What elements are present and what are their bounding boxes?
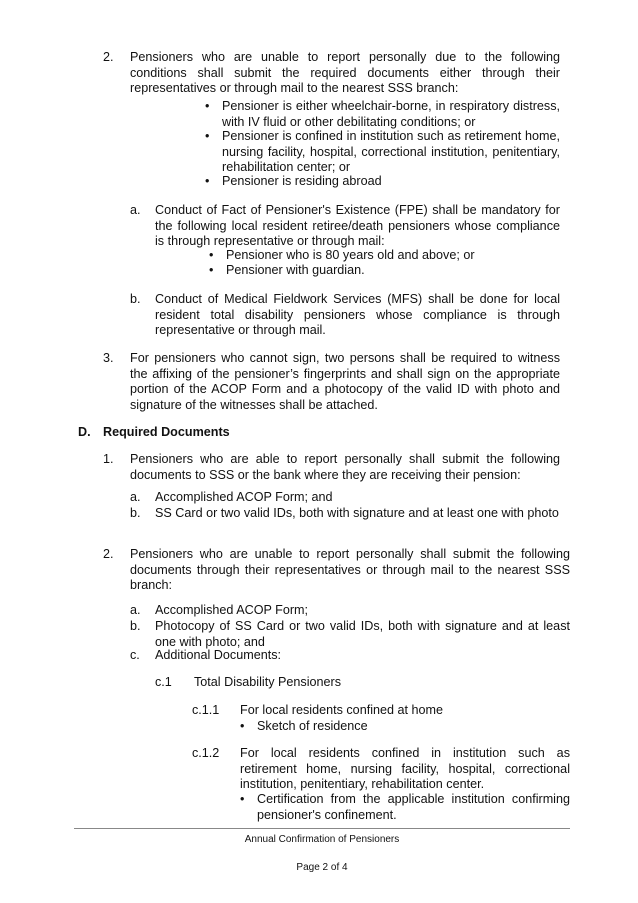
item-number: 2. (103, 547, 114, 561)
footer-divider (74, 828, 570, 829)
bullet-item: • Certification from the applicable institution confirming pensioner's confinement. (257, 792, 570, 823)
sub-text: SS Card or two valid IDs, both with signature and at least one with photo (155, 506, 559, 520)
sub-text: Additional Documents: (155, 648, 282, 662)
sub-label: c. (130, 648, 140, 662)
sub-label: b. (130, 292, 141, 306)
sub-text: Total Disability Pensioners (194, 675, 341, 689)
item-text: For pensioners who cannot sign, two persons shall be required to witness the affixing of the pensioner’s fingerprints and shall sign on the appropriate portion of the ACOP Form and a photocopy of the valid ID with photo and signature of the witnesses shall be attached. (130, 351, 560, 412)
item-text: Pensioners who are able to report personally shall submit the following documents to SSS or the bank where they are receiving their pension: (130, 452, 560, 482)
item-number: 2. (103, 50, 114, 64)
bullet-item: • Pensioner with guardian. (226, 263, 560, 279)
section-label: D. (78, 425, 91, 439)
bullet-item: • Pensioner who is 80 years old and above; or (226, 248, 560, 264)
sub-label: b. (130, 619, 141, 633)
bullet-item: • Pensioner is either wheelchair-borne, in respiratory distress, with IV fluid or other debilitating conditions; or (222, 99, 560, 130)
item-number: 1. (103, 452, 114, 466)
sub-label: a. (130, 603, 141, 617)
bullet-item: • Pensioner is residing abroad (222, 174, 560, 190)
sub-text: Photocopy of SS Card or two valid IDs, both with signature and at least one with photo; and (155, 619, 570, 649)
bullet-item: • Sketch of residence (257, 719, 570, 735)
footer-title: Annual Confirmation of Pensioners (244, 834, 400, 845)
sub-text: Accomplished ACOP Form; and (155, 490, 333, 504)
item-number: 3. (103, 351, 114, 365)
sub-label: a. (130, 490, 141, 504)
sub-label: c.1.2 (192, 746, 220, 760)
sub-text: Conduct of Fact of Pensioner's Existence (FPE) shall be mandatory for the following local resident retiree/death pensioners whose compliance is through representative or through mail: (155, 203, 560, 248)
item-text: Pensioners who are unable to report personally shall submit the following documents through their representatives or through mail to the nearest SSS branch: (130, 547, 570, 592)
item-text: Pensioners who are unable to report personally due to the following conditions shall submit the required documents either through their representatives or through mail to the nearest SSS branch: (130, 50, 560, 95)
sub-text: Conduct of Medical Fieldwork Services (MFS) shall be done for local resident total disability pensioners whose compliance is through representative or through mail. (155, 292, 560, 337)
sub-text: For local residents confined in institution such as retirement home, nursing facility, hospital, correctional institution, penitentiary, rehabilitation center. (240, 746, 570, 791)
page-number: Page 2 of 4 (296, 862, 348, 873)
sub-label: b. (130, 506, 141, 520)
sub-text: For local residents confined at home (240, 703, 444, 717)
sub-text: Accomplished ACOP Form; (155, 603, 309, 617)
sub-label: a. (130, 203, 141, 217)
section-title: Required Documents (103, 425, 230, 439)
sub-label: c.1 (155, 675, 172, 689)
bullet-item: • Pensioner is confined in institution such as retirement home, nursing facility, hospital, correctional institution, penitentiary, rehabilitation center; or (222, 129, 560, 176)
sub-label: c.1.1 (192, 703, 220, 717)
